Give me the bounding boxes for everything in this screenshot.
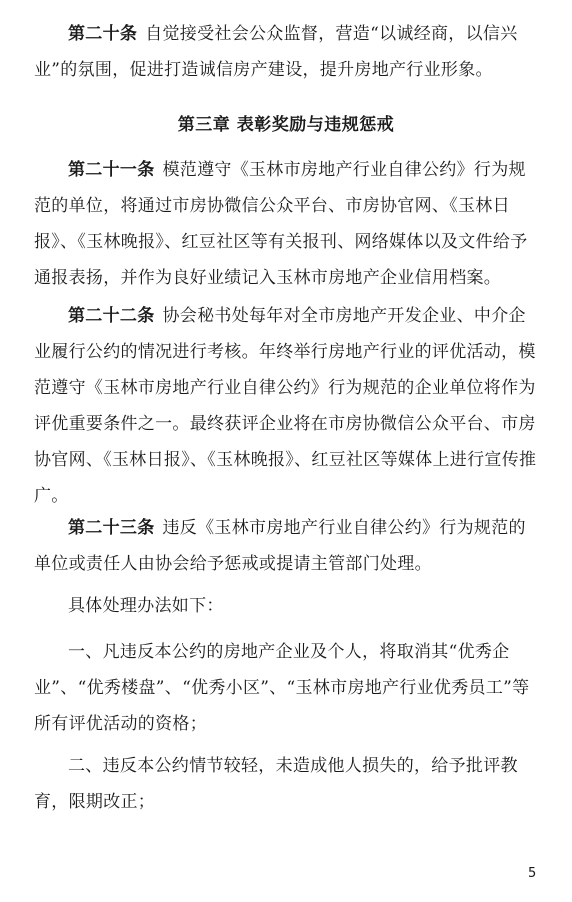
article-23 bbox=[34, 510, 538, 582]
measure-1: 一、凡违反本公约的房地产企业及个人，将取消其“优秀企业”、“优秀楼盘”、“优秀小区”、“玉林市房地产行业优秀员工”等所有评优活动的资格； bbox=[34, 642, 530, 734]
article-22-lead: 第二十二条 bbox=[68, 306, 155, 326]
article-23-text: 违反《玉林市房地产行业自律公约》行为规范的单位或责任人由协会给予惩戒或提请主管部门处理。 bbox=[34, 518, 526, 574]
measures-intro: 具体处理办法如下： bbox=[68, 596, 224, 616]
article-23-lead: 第二十三条 bbox=[68, 518, 155, 538]
article-22 bbox=[34, 298, 538, 514]
article-20 bbox=[34, 16, 538, 88]
article-21 bbox=[34, 152, 538, 296]
article-20-text: 自觉接受社会公众监督，营造“以诚经商，以信兴业”的氛围，促进打造诚信房产建设，提升房地产行业形象。 bbox=[34, 24, 518, 80]
article-22-text: 协会秘书处每年对全市房地产开发企业、中介企业履行公约的情况进行考核。年终举行房地产行业的评优活动，模范遵守《玉林市房地产行业自律公约》行为规范的企业单位将作为评优重要条件之一。最终获评企业将在市房协微信公众平台、市房协官网、《玉林日报》、《玉林晚报》、红豆社区等媒体上进行宣传推广。 bbox=[34, 306, 537, 506]
article-21-text: 模范遵守《玉林市房地产行业自律公约》行为规范的单位，将通过市房协微信公众平台、市房协官网、《玉林日报》、《玉林晚报》、红豆社区等有关报刊、网络媒体以及文件给予通报表扬，并作为良好业绩记入玉林市房地产企业信用档案。 bbox=[34, 160, 528, 288]
article-21-lead: 第二十一条 bbox=[68, 160, 155, 180]
page-number: 5 bbox=[528, 866, 537, 881]
article-20-lead: 第二十条 bbox=[68, 24, 138, 44]
chapter-title: 第三章 表彰奖励与违规惩戒 bbox=[177, 115, 395, 135]
measure-2: 二、违反本公约情节较轻，未造成他人损失的，给予批评教育，限期改正； bbox=[34, 756, 518, 812]
